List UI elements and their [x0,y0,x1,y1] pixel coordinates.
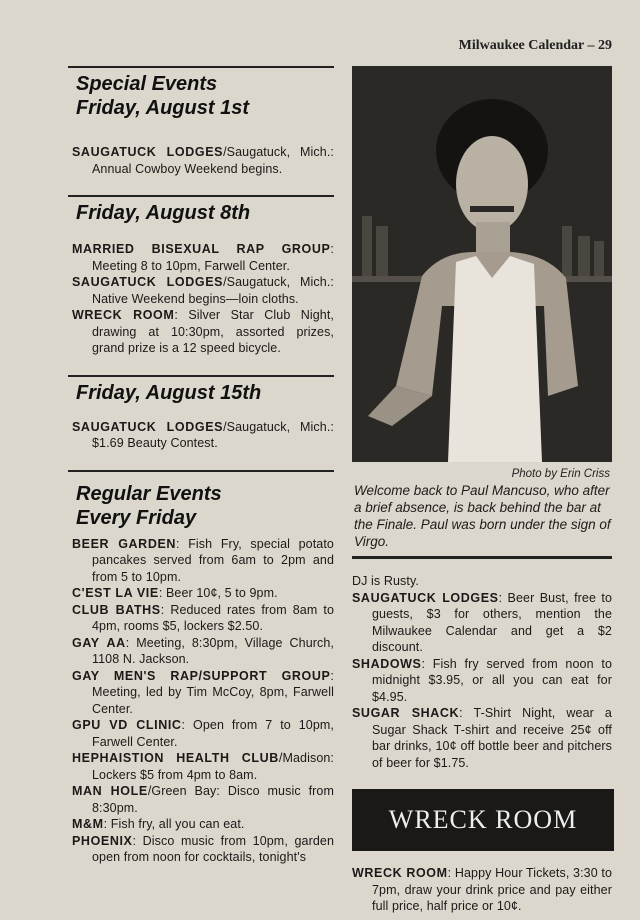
listing-entry [352,590,612,656]
section-title [76,482,334,530]
listing-text: : T-Shirt Night, wear a Sugar Shack T-shirt and receive 25¢ off bar drinks, 10¢ off bottle beer and pitchers of beer for $1.75. [372,706,612,770]
section-regular-events [68,470,334,866]
page-header: Milwaukee Calendar – 29 [458,38,612,53]
section-august-15 [68,375,334,452]
listing-entry [352,656,612,706]
listing-entry [72,241,334,274]
photo-illustration [352,66,612,462]
listing-entry [72,750,334,783]
section-title [76,72,334,120]
wreck-room-banner: WRECK ROOM [352,789,614,851]
right-column [346,66,612,915]
listing-entry [72,274,334,307]
listing-name: C'EST LA VIE [72,586,159,600]
listing-entry [72,668,334,718]
photo-caption: Welcome back to Paul Mancuso, who after a brief absence, is back behind the bar at the Finale. Paul was born under the sign of Virgo. [354,483,611,549]
listing-text: /Green Bay: Disco music from 8:30pm. [92,784,334,815]
listing-text: : Beer Bust, free to guests, $3 for others, mention the Milwaukee Calendar and get a $2 discount. [372,590,612,654]
section-august-8 [68,195,334,357]
entry-list [72,536,334,866]
listing-text: : Disco music from 10pm, garden open from noon for cocktails, tonight's [92,833,334,864]
listing-text: : Meeting, 8:30pm, Village Church, 1108 N. Jackson. [92,635,334,666]
listing-name: MARRIED BISEXUAL RAP GROUP [72,242,331,256]
section-rule [68,470,334,472]
bartender-photo [352,66,612,462]
listing-name: BEER GARDEN [72,536,177,551]
listing-text: : Open from 7 to 10pm, Farwell Center. [92,718,334,749]
entry-list [72,241,334,357]
section-rule [68,66,334,68]
entry-list [72,144,334,177]
listing-name: PHOENIX [72,833,133,848]
listing-text: : Meeting 8 to 10pm, Farwell Center. [92,242,334,273]
listing-name: HEPHAISTION HEALTH CLUB [72,751,279,765]
listing-entry [72,816,334,833]
listing-name: SHADOWS [352,656,422,671]
photo-credit: Photo by Erin Criss [511,468,610,480]
section-title [76,381,334,405]
listing-text: : Fish fry, all you can eat. [103,817,245,831]
section-title-line2: Friday, August 1st [76,97,249,119]
listing-entry [72,307,334,357]
listing-text: : Silver Star Club Night, drawing at 10:30pm, assorted prizes, grand prize is a 12 speed bicycle. [92,308,334,355]
listing-entry [72,602,334,635]
listing-name: CLUB BATHS [72,602,161,617]
listing-entry [72,635,334,668]
listing-text: : Beer 10¢, 5 to 9pm. [158,586,278,600]
section-title-line2: Every Friday [76,506,197,529]
listing-entry [72,833,334,866]
listing-text: DJ is Rusty. [352,574,419,588]
listing-name: SUGAR SHACK [352,706,460,720]
listing-entry [72,144,334,177]
section-title-line1: Regular Events [76,482,222,505]
listing-entry [72,585,334,602]
listing-text: : Meeting, led by Tim McCoy, 8pm, Farwell Center. [92,668,334,716]
listing-name: M&M [72,817,104,831]
listing-text: /Saugatuck, Mich.: Native Weekend begins—loin cloths. [92,275,334,306]
listing-name: SAUGATUCK LODGES [72,419,224,434]
listing-entry [72,783,334,816]
entry-list-right [352,573,612,771]
listing-entry [72,717,334,750]
section-title-line1: Special Events [76,73,218,95]
listing-entry [72,536,334,586]
section-title [76,201,334,225]
section-title-line1: Friday, August 15th [76,381,262,404]
listing-text: : Reduced rates from 8am to 4pm, rooms $5, lockers $2.50. [92,602,334,633]
listing-text: : Happy Hour Tickets, 3:30 to 7pm, draw your drink price and pay either full price, half price or 10¢. [372,866,613,913]
listing-entry [352,705,612,771]
entry-list-bottom [352,865,612,915]
listing-name: MAN HOLE [72,784,148,798]
left-column [68,66,334,866]
section-title-line1: Friday, August 8th [76,202,251,224]
listing-name: SAUGATUCK LODGES [72,145,224,159]
listing-name: SAUGATUCK LODGES [352,590,499,605]
entry-list [72,419,334,452]
section-rule [68,195,334,197]
listing-name: WRECK ROOM [352,866,448,880]
section-rule [68,375,334,377]
listing-name: GAY MEN'S RAP/SUPPORT GROUP [72,668,331,683]
listing-name: GAY AA [72,635,126,650]
listing-text: /Madison: Lockers $5 from 4pm to 8am. [92,751,334,782]
listing-text: : Fish fry served from noon to midnight $3.95, or all you can eat for $4.95. [372,656,612,704]
listing-entry [72,419,334,452]
listing-name: SAUGATUCK LODGES [72,275,224,289]
section-special-events [68,66,334,177]
listing-text: /Saugatuck, Mich.: Annual Cowboy Weekend begins. [92,145,334,176]
listing-entry [352,573,612,590]
caption-rule [352,556,612,559]
listing-name: GPU VD CLINIC [72,718,182,732]
listing-text: /Saugatuck, Mich.: $1.69 Beauty Contest. [92,419,334,450]
listing-name: WRECK ROOM [72,308,175,322]
listing-text: : Fish Fry, special potato pancakes served from 6am to 2pm and from 5 to 10pm. [92,536,334,584]
listing-entry [352,865,612,915]
